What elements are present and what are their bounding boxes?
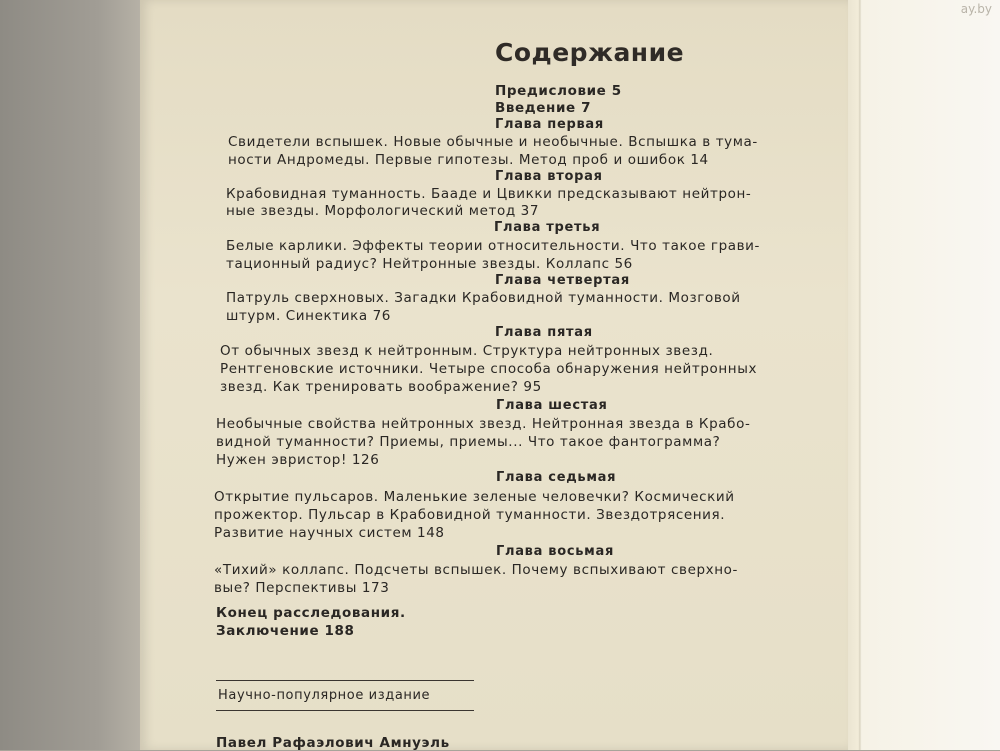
imprint-rule-top	[216, 680, 474, 681]
chapter-line: Рентгеновские источники. Четыре способа обнаружения нейтронных	[220, 361, 758, 377]
chapter-heading: Глава вторая	[495, 169, 603, 184]
chapter-line: прожектор. Пульсар в Крабовидной туманности. Звездотрясения.	[214, 507, 726, 523]
chapter-line: Свидетели вспышек. Новые обычные и необычные. Вспышка в тума-	[228, 134, 758, 150]
imprint-rule-bottom	[216, 710, 474, 711]
chapter-heading: Глава восьмая	[496, 544, 615, 559]
chapter-heading: Глава четвертая	[495, 273, 630, 288]
book-page	[140, 0, 848, 750]
chapter-line: Необычные свойства нейтронных звезд. Нейтронная звезда в Крабо-	[216, 416, 751, 432]
chapter-line: От обычных звезд к нейтронным. Структура нейтронных звезд.	[220, 343, 714, 359]
chapter-heading: Глава шестая	[496, 398, 608, 413]
ending-entry: Конец расследования.	[216, 605, 406, 621]
chapter-line: Открытие пульсаров. Маленькие зеленые человечки? Космический	[214, 489, 735, 505]
chapter-heading: Глава третья	[494, 220, 601, 235]
chapter-line: Патруль сверхновых. Загадки Крабовидной туманности. Мозговой	[226, 290, 741, 306]
chapter-heading: Глава пятая	[495, 325, 593, 340]
chapter-heading: Глава первая	[495, 117, 604, 132]
chapter-line: Белые карлики. Эффекты теории относительности. Что такое грави-	[226, 238, 761, 254]
background-left	[0, 0, 140, 750]
chapter-line: Нужен эвристор! 126	[216, 452, 380, 468]
imprint-label: Научно-популярное издание	[218, 688, 431, 703]
chapter-line: видной туманности? Приемы, приемы... Что такое фантограмма?	[216, 434, 721, 450]
watermark: ay.by	[960, 2, 992, 16]
preface-entry: Предисловие 5	[495, 83, 622, 99]
chapter-line: ности Андромеды. Первые гипотезы. Метод проб и ошибок 14	[228, 152, 709, 168]
chapter-line: Крабовидная туманность. Бааде и Цвикки предсказывают нейтрон-	[226, 186, 752, 202]
chapter-line: ные звезды. Морфологический метод 37	[226, 203, 540, 219]
chapter-line: вые? Перспективы 173	[214, 580, 390, 596]
page-edge-right	[846, 0, 1000, 750]
chapter-line: Развитие научных систем 148	[214, 525, 445, 541]
chapter-heading: Глава седьмая	[496, 470, 617, 485]
chapter-line: «Тихий» коллапс. Подсчеты вспышек. Почему вспыхивают сверхно-	[214, 562, 738, 578]
chapter-line: тационный радиус? Нейтронные звезды. Коллапс 56	[226, 256, 633, 272]
author-name: Павел Рафаэлович Амнуэль	[216, 735, 450, 751]
chapter-line: звезд. Как тренировать воображение? 95	[220, 379, 542, 395]
page-title: Содержание	[495, 38, 685, 67]
conclusion-entry: Заключение 188	[216, 623, 355, 639]
introduction-entry: Введение 7	[495, 100, 592, 116]
chapter-line: штурм. Синектика 76	[226, 308, 391, 324]
